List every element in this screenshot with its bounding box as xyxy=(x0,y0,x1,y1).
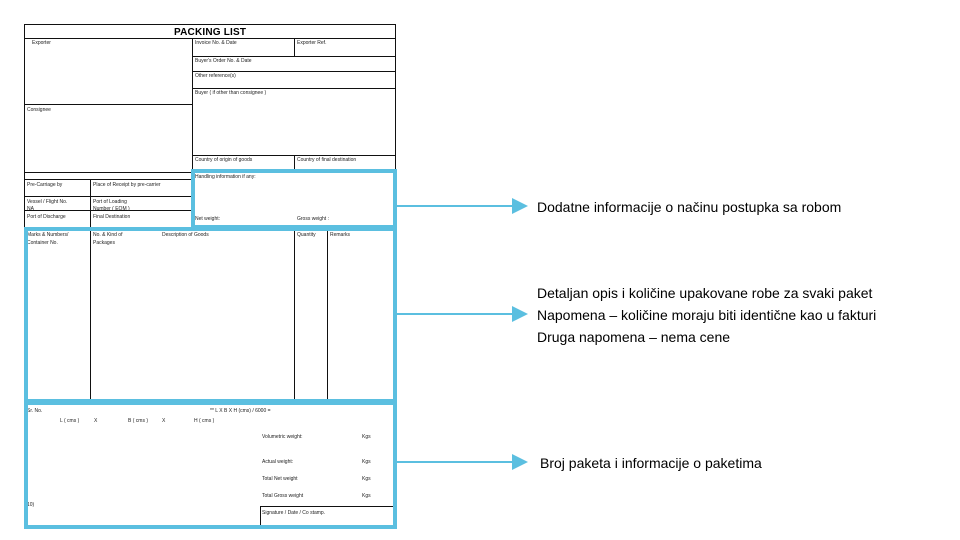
total-gross-weight-label: Total Gross weight xyxy=(262,493,304,499)
description-label: Description of Goods xyxy=(162,232,209,238)
marks-numbers-label: Marks & Numbers/ xyxy=(27,232,69,238)
other-references-label: Other reference(s) xyxy=(195,73,236,79)
exporter-label: Exporter xyxy=(32,40,51,46)
gross-weight-label: Gross weight : xyxy=(297,216,329,222)
row-10-label: 10) xyxy=(27,502,35,508)
port-discharge-label: Port of Discharge xyxy=(27,214,66,220)
buyers-order-label: Buyer's Order No. & Date xyxy=(195,58,252,64)
note-handling: Dodatne informacije o načinu postupka sa robom xyxy=(537,199,842,215)
form-title: PACKING LIST xyxy=(174,27,247,38)
country-origin-label: Country of origin of goods xyxy=(195,157,253,163)
dim-x1-label: X xyxy=(94,418,98,424)
signature-label: Signature / Date / Co stamp. xyxy=(262,510,326,516)
place-receipt-label: Place of Receipt by pre-carrier xyxy=(93,182,161,188)
port-loading-label: Port of Loading xyxy=(93,199,127,205)
final-destination-label: Final Destination xyxy=(93,214,131,220)
dim-formula-label: ** L X B X H (cms) / 6000 = xyxy=(210,408,271,414)
country-destination-label: Country of final destination xyxy=(297,157,357,163)
kgs-label-1: Kgs xyxy=(362,434,371,440)
dim-x2-label: X xyxy=(162,418,166,424)
exporter-ref-label: Exporter Ref. xyxy=(297,40,327,46)
kgs-label-4: Kgs xyxy=(362,493,371,499)
container-no-label: Container No. xyxy=(27,240,58,246)
actual-weight-label: Actual weight: xyxy=(262,459,294,465)
consignee-label: Consignee xyxy=(27,107,51,113)
note-description-3: Druga napomena – nema cene xyxy=(537,329,731,345)
vessel-flight-label: Vessel / Flight No. xyxy=(27,199,68,205)
volumetric-weight-label: Volumetric weight: xyxy=(262,434,303,440)
quantity-label: Quantity xyxy=(297,232,316,238)
kgs-label-2: Kgs xyxy=(362,459,371,465)
no-kind-label: No. & Kind of xyxy=(93,232,123,238)
dim-h-label: H ( cms ) xyxy=(194,418,215,424)
packages-label: Packages xyxy=(93,240,115,246)
net-weight-label: Net weight: xyxy=(195,216,221,222)
note-description-1: Detaljan opis i količine upakovane robe za svaki paket xyxy=(537,285,873,301)
remarks-label: Remarks xyxy=(330,232,351,238)
sr-no-label: Sr. No. xyxy=(27,408,43,414)
na-label: NA xyxy=(27,206,34,212)
kgs-label-3: Kgs xyxy=(362,476,371,482)
note-description-2: Napomena – količine moraju biti identične kao u fakturi xyxy=(537,307,877,323)
invoice-label: Invoice No. & Date xyxy=(195,40,237,46)
number-eom-label: Number ( EOM ) xyxy=(93,206,130,212)
handling-info-label: Handling information if any: xyxy=(195,174,256,180)
total-net-weight-label: Total Net weight xyxy=(262,476,298,482)
dim-l-label: L ( cms ) xyxy=(60,418,80,424)
dim-b-label: B ( cms ) xyxy=(128,418,148,424)
buyer-other-label: Buyer ( if other than consignee ) xyxy=(195,90,267,96)
pre-carriage-label: Pre-Carriage by xyxy=(27,182,63,188)
note-packages: Broj paketa i informacije o paketima xyxy=(540,455,762,471)
